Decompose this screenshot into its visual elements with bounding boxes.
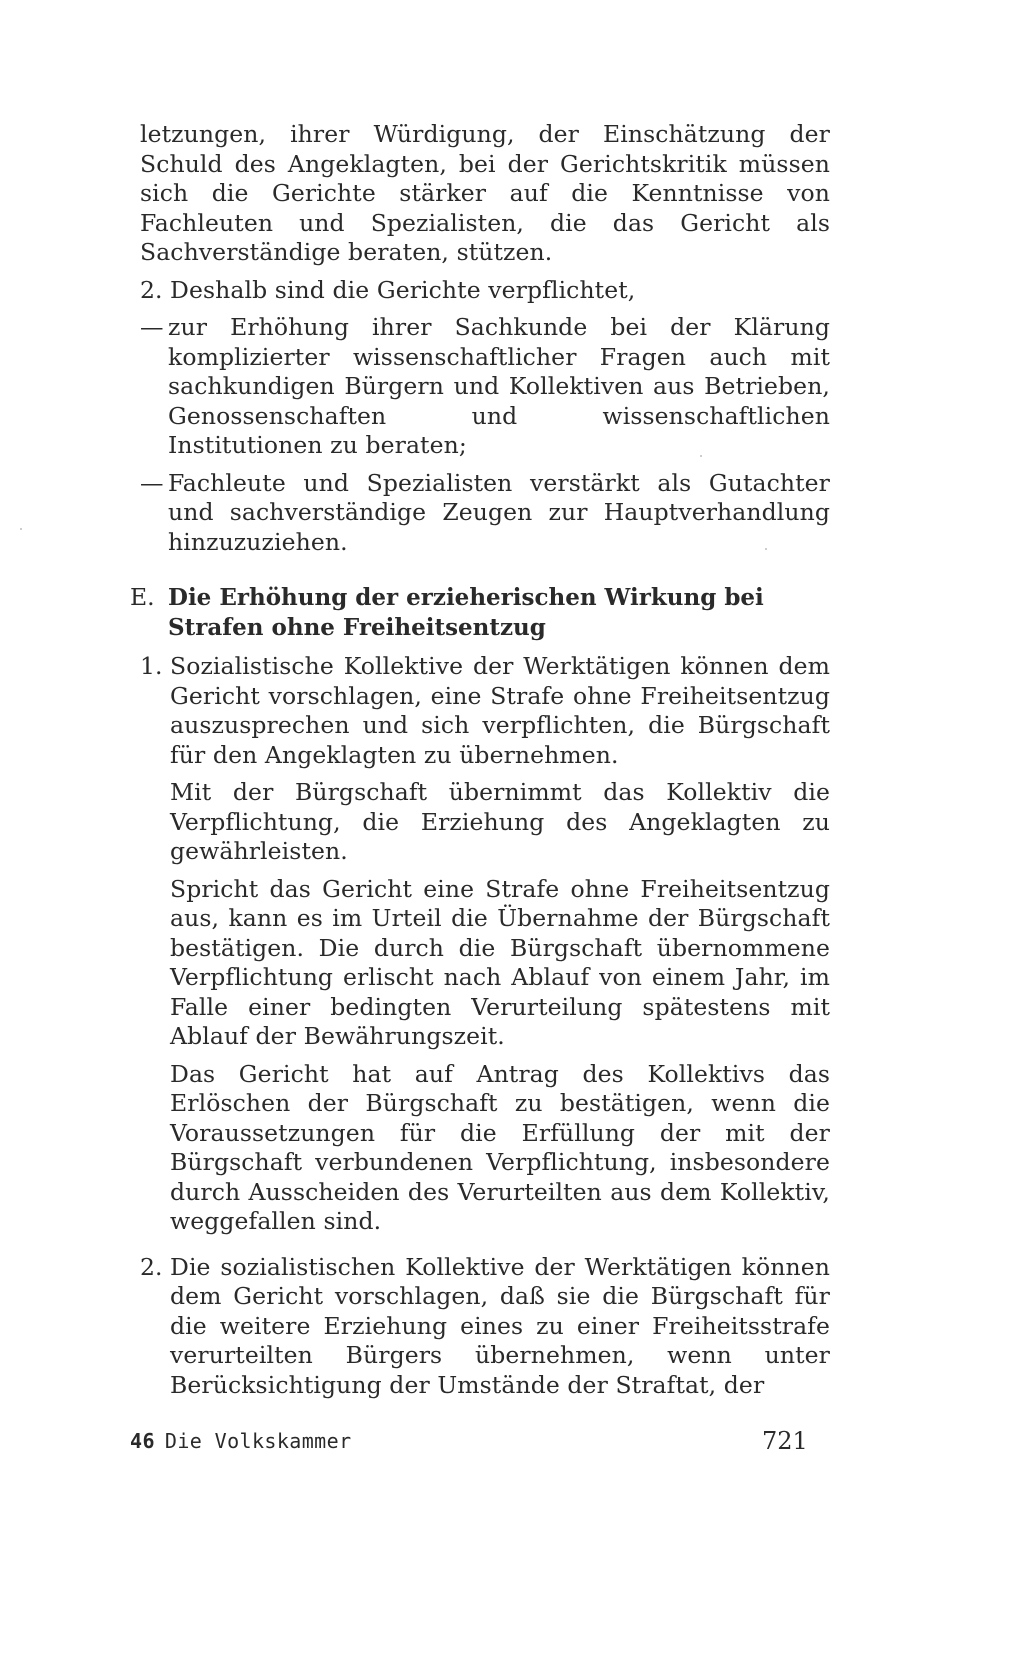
- dash-marker: —: [140, 468, 164, 497]
- paper-speck: [700, 455, 702, 457]
- text-column: [130, 120, 830, 1408]
- signature-text: Die Volkskammer: [164, 1429, 352, 1453]
- section-e-title: Die Erhöhung der erzieherischen Wirkung bei Strafen ohne Freiheitsentzug: [168, 584, 764, 641]
- section-e-heading: [130, 583, 830, 642]
- signature-number: 46: [130, 1429, 155, 1453]
- paper-speck: [20, 528, 22, 530]
- printer-signature: [130, 1429, 352, 1453]
- paragraph: Mit der Bürgschaft übernimmt das Kollektiv die Verpflichtung, die Erziehung des Angeklagten zu gewährleisten.: [170, 778, 830, 865]
- item-2-body: [170, 276, 830, 306]
- section-e-item-1-body: [170, 652, 830, 1245]
- section-e-item-2-body: [170, 1253, 830, 1401]
- intro-paragraph: letzungen, ihrer Würdigung, der Einschätzung der Schuld des Angeklagten, bei der Gerichtskritik müssen sich die Gerichte stärker auf die Kenntnisse von Fachleuten und Spezialisten, die das Gericht als Sachverständige beraten, stützen.: [140, 120, 830, 266]
- section-e-item-1-label: 1.: [140, 652, 163, 680]
- section-e-item-2-label: 2.: [140, 1252, 163, 1281]
- dash-item-2: [140, 469, 830, 558]
- page-footer: [130, 1425, 830, 1465]
- section-e-item-2: [140, 1253, 830, 1401]
- section-e-item-2-text: Die sozialistischen Kollektive der Werktätigen können dem Gericht vorschlagen, daß sie die Bürgschaft für die weitere Erziehung eines zu einer Freiheitsstrafe verurteilten Bürgers übernehmen, wenn unter Berücksichtigung der Umstände der Straftat, der: [170, 1252, 830, 1399]
- page-number: 721: [762, 1427, 808, 1455]
- dash-item-text: zur Erhöhung ihrer Sachkunde bei der Klärung komplizierter wissenschaftlicher Fragen auch mit sachkundigen Bürgern und Kollektiven aus Betrieben, Genossenschaften und wissenschaftlichen Institutionen zu beraten;: [168, 313, 830, 459]
- dash-item-1: [140, 313, 830, 461]
- item-2-label: 2.: [140, 275, 163, 304]
- paragraph: Das Gericht hat auf Antrag des Kollektivs das Erlöschen der Bürgschaft zu bestätigen, wenn die Voraussetzungen für die Erfüllung der mit der Bürgschaft verbundenen Verpflichtung, insbesondere durch Ausscheiden des Verurteilten aus dem Kollektiv, weggefallen sind.: [170, 1059, 830, 1235]
- section-e-item-1: [140, 652, 830, 1245]
- paragraph: Sozialistische Kollektive der Werktätigen können dem Gericht vorschlagen, eine Strafe ohne Freiheitsentzug auszusprechen und sich verpflichten, die Bürgschaft für den Angeklagten zu übernehmen.: [170, 652, 830, 769]
- item-2-text: Deshalb sind die Gerichte verpflichtet,: [170, 275, 636, 304]
- dash-item-text: Fachleute und Spezialisten verstärkt als Gutachter und sachverständige Zeugen zur Hauptverhandlung hinzuzuziehen.: [168, 468, 830, 556]
- paragraph: Spricht das Gericht eine Strafe ohne Freiheitsentzug aus, kann es im Urteil die Übernahme der Bürgschaft bestätigen. Die durch die Bürgschaft übernommene Verpflichtung erlischt nach Ablauf von einem Jahr, im Falle einer bedingten Verurteilung spätestens mit Ablauf der Bewährungszeit.: [170, 874, 830, 1050]
- item-2: [140, 276, 830, 306]
- paper-speck: [765, 548, 767, 550]
- dash-marker: —: [140, 313, 164, 341]
- section-e-label: E.: [130, 583, 155, 611]
- dash-list: [140, 313, 830, 557]
